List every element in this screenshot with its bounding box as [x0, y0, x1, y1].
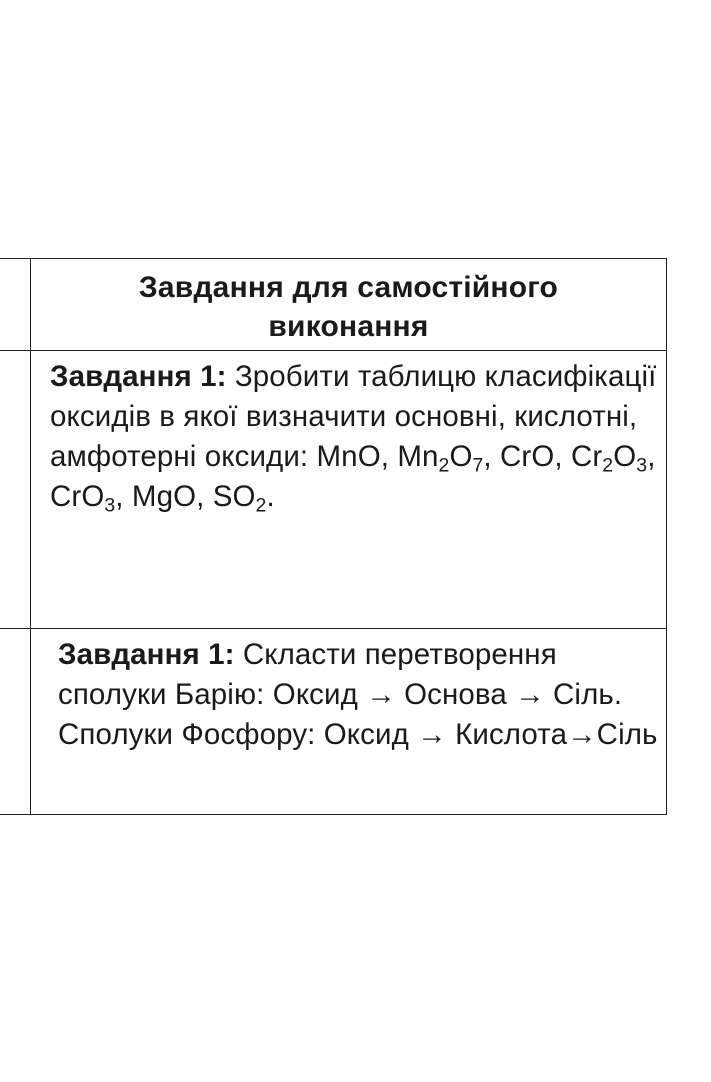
formula-text: , MgO, SO	[115, 480, 256, 513]
tasks-table	[0, 258, 667, 815]
header-line-1: Завдання для самостійного	[138, 271, 559, 304]
task-1-cell	[31, 351, 667, 629]
formula-text: O	[613, 440, 637, 473]
formula-subscript: 2	[438, 454, 450, 477]
task-2-cell	[31, 629, 667, 815]
left-column-cell	[0, 351, 31, 629]
formula-text: .	[266, 480, 275, 513]
table-row-task-2	[0, 629, 667, 815]
task-1-label: Завдання 1:	[50, 360, 227, 393]
table-header-row	[0, 259, 667, 351]
table-row-task-1	[0, 351, 667, 629]
left-column-cell	[0, 259, 31, 351]
formula-subscript: 3	[104, 494, 116, 517]
table-header-cell	[31, 259, 667, 351]
formula-text: , CrO, Cr	[483, 440, 603, 473]
formula-subscript: 2	[602, 454, 614, 477]
formula-subscript: 3	[636, 454, 648, 477]
task-2-label: Завдання 1:	[58, 638, 235, 671]
left-column-cell	[0, 629, 31, 815]
task-1-text: Зробити таблицю класифікації оксидів в якої визначити основні, кислотні, амфотерні оксиди: MnO, Mn	[50, 360, 657, 473]
header-line-2: виконання	[268, 310, 429, 343]
task-2-text: Скласти перетворення сполуки Барію: Оксид → Основа → Сіль. Сполуки Фосфору: Оксид → Кислота→Сіль	[58, 638, 658, 751]
formula-text: O	[449, 440, 473, 473]
formula-subscript: 7	[472, 454, 484, 477]
formula-subscript: 2	[255, 494, 267, 517]
formula-text: , CrO	[50, 440, 656, 513]
